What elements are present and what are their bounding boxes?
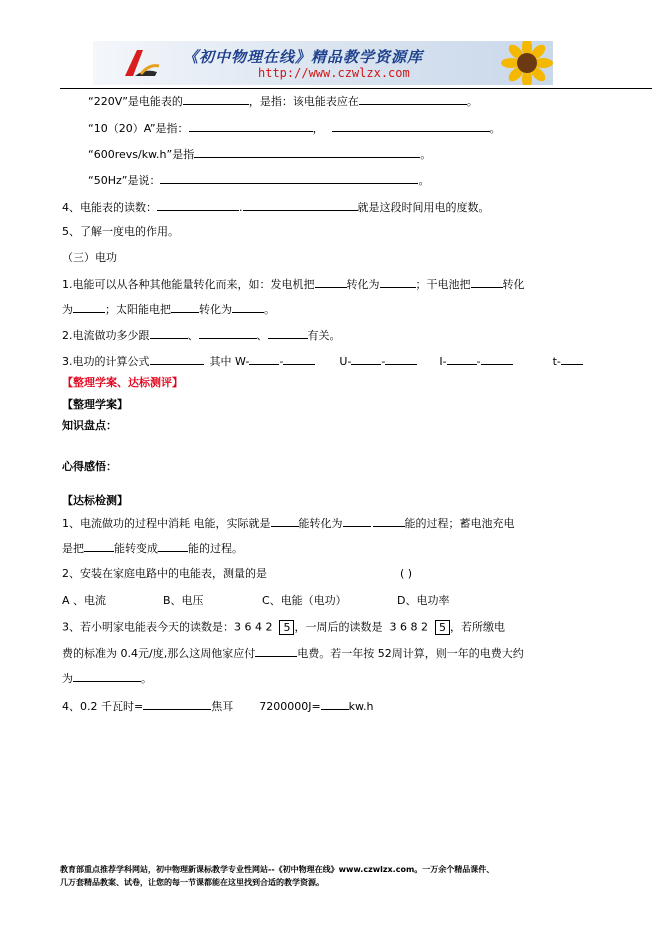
- knowledge-review-label: 知识盘点：: [62, 419, 117, 432]
- line-current: “10（20）A”是指： ， 。: [88, 122, 501, 135]
- question-4: 4、0.2 千瓦时= 焦耳 7200000J= kw.h: [62, 700, 374, 713]
- question-3: 3、若小明家电能表今天的读数是：3 6 4 2 5 ，一周后的读数是 3 6 8 2 5 ，若所缴电: [62, 620, 505, 634]
- question-2-answer-paren: ( ): [400, 567, 413, 580]
- banner-url: http://www.czwlzx.com: [258, 66, 410, 80]
- line-voltage: “220V”是电能表的 ，是指：该电能表应在 。: [88, 95, 478, 108]
- logo-icon: [121, 46, 161, 80]
- sunflower-icon: [497, 41, 553, 85]
- option-b: B、电压: [163, 594, 204, 607]
- question-1-cont: 是把 能转变成 能的过程。: [62, 542, 243, 555]
- section-electric-work: （三）电功: [62, 251, 117, 264]
- footer-line-2: 几万套精品教案、试卷，让您的每一节课都能在这里找到合适的教学资源。: [60, 878, 324, 887]
- line-revs: “600revs/kw.h”是指 。: [88, 148, 432, 161]
- reflection-label: 心得感悟：: [62, 460, 117, 473]
- reading-week-digits: 3 6 8 2: [389, 620, 428, 634]
- question-3-cont: 费的标准为 0.4元/度,那么这周他家应付 电费。若一年按 52周计算，则一年的电费大约: [62, 647, 524, 660]
- line-energy-conversion: 1.电能可以从各种其他能量转化而来，如：发电机把 转化为 ；干电池把 转化: [62, 278, 525, 291]
- section-heading-review: 【整理学案、达标测评】: [62, 376, 183, 389]
- footer-line-1: 教育部重点推荐学科网站，初中物理新课标教学专业性网站--《初中物理在线》www.czwlzx.com。一万余个精品课件、: [60, 865, 495, 874]
- banner-title: 《初中物理在线》精品教学资源库: [183, 48, 424, 66]
- reading-today-digits: 3 6 4 2: [234, 620, 273, 634]
- reading-today-box: 5: [279, 620, 294, 635]
- section-heading-organize: 【整理学案】: [62, 398, 128, 411]
- header-banner: [93, 41, 553, 85]
- line-energy-conversion-2: 为 ；太阳能电把 转化为 。: [62, 303, 275, 316]
- line-work-factors: 2.电流做功多少跟 、 、 有关。: [62, 329, 341, 342]
- section-heading-test: 【达标检测】: [62, 494, 128, 507]
- question-2: 2、安装在家庭电路中的电能表，测量的是: [62, 567, 267, 580]
- option-c: C、电能（电功）: [262, 594, 347, 607]
- reading-week-box: 5: [435, 620, 450, 635]
- option-a: A 、电流: [62, 594, 107, 607]
- line-meter-reading: 4、电能表的读数： . 就是这段时间用电的度数。: [62, 201, 490, 214]
- line-frequency: “50Hz”是说： 。: [88, 174, 430, 187]
- question-3-cont-2: 为 。: [62, 672, 152, 685]
- question-1: 1、电流做功的过程中消耗 电能，实际就是 能转化为 能的过程；蓄电池充电: [62, 517, 515, 530]
- header-rule: [60, 88, 652, 89]
- line-work-formula: 3.电功的计算公式 其中 W- - U- - I- - t-: [62, 354, 583, 369]
- line-one-kwh: 5、了解一度电的作用。: [62, 225, 179, 238]
- option-d: D、电功率: [397, 594, 450, 607]
